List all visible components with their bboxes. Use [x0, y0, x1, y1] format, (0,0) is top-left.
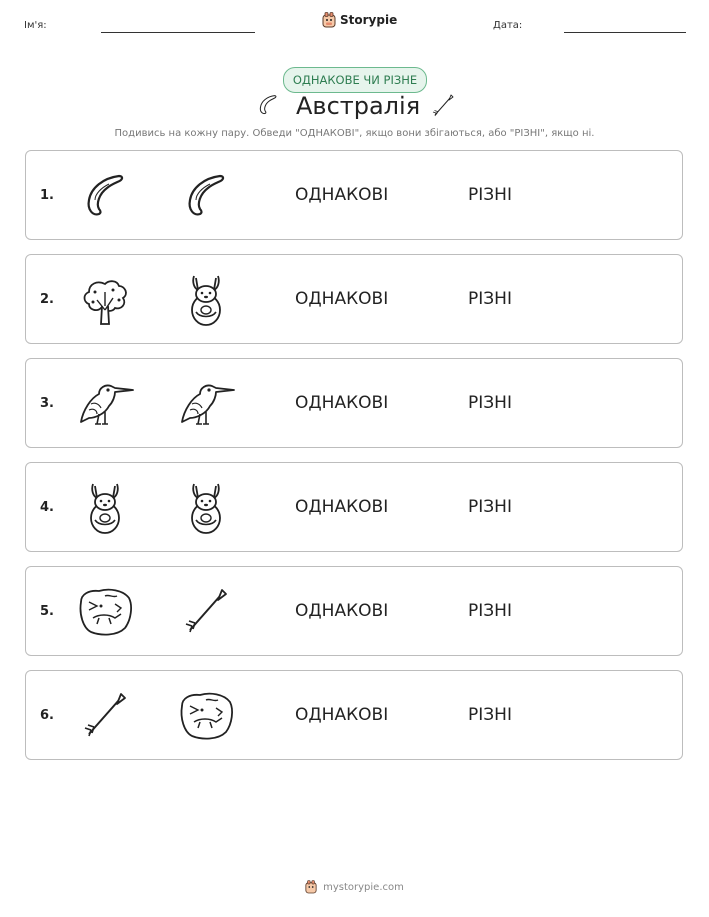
instructions: Подивись на кожну пару. Обведи "ОДНАКОВІ", якщо вони збігаються, або "РІЗНІ", якщо ні.	[114, 128, 595, 139]
spear-icon	[176, 582, 236, 642]
row-number: 5.	[40, 604, 54, 619]
kangaroo-icon	[75, 478, 135, 538]
row-number: 6.	[40, 708, 54, 723]
rock-art-icon	[75, 582, 135, 642]
kangaroo-icon	[176, 478, 236, 538]
page-title: Австралія	[296, 92, 421, 120]
brand-name: Storypie	[340, 13, 398, 27]
option-same[interactable]: ОДНАКОВІ	[295, 497, 389, 517]
option-same[interactable]: ОДНАКОВІ	[295, 289, 389, 309]
boomerang-icon	[75, 166, 135, 226]
exercise-row	[25, 358, 683, 448]
title-badge: ОДНАКОВЕ ЧИ РІЗНЕ	[283, 67, 427, 93]
option-same[interactable]: ОДНАКОВІ	[295, 185, 389, 205]
kangaroo-icon	[176, 270, 236, 330]
row-number: 2.	[40, 292, 54, 307]
row-number: 1.	[40, 188, 54, 203]
tree-icon	[75, 270, 135, 330]
option-same[interactable]: ОДНАКОВІ	[295, 393, 389, 413]
option-different[interactable]: РІЗНІ	[468, 497, 512, 517]
exercise-row	[25, 254, 683, 344]
exercise-row	[25, 150, 683, 240]
rock-art-icon	[176, 686, 236, 746]
storypie-mascot-icon	[322, 12, 336, 28]
title-row	[250, 88, 460, 128]
kookaburra-icon	[75, 374, 135, 434]
storypie-mascot-icon	[305, 880, 317, 894]
brand-logo	[322, 12, 397, 28]
exercise-row	[25, 566, 683, 656]
exercise-row	[25, 462, 683, 552]
exercise-row	[25, 670, 683, 760]
option-different[interactable]: РІЗНІ	[468, 705, 512, 725]
date-label: Дата:	[493, 20, 523, 31]
boomerang-icon	[254, 90, 282, 120]
option-same[interactable]: ОДНАКОВІ	[295, 601, 389, 621]
row-number: 4.	[40, 500, 54, 515]
option-different[interactable]: РІЗНІ	[468, 185, 512, 205]
spear-icon	[75, 686, 135, 746]
boomerang-icon	[176, 166, 236, 226]
footer	[0, 880, 709, 894]
name-field[interactable]	[101, 32, 255, 33]
option-different[interactable]: РІЗНІ	[468, 601, 512, 621]
row-number: 3.	[40, 396, 54, 411]
kookaburra-icon	[176, 374, 236, 434]
name-label: Ім'я:	[24, 20, 47, 31]
date-field[interactable]	[564, 32, 686, 33]
option-different[interactable]: РІЗНІ	[468, 289, 512, 309]
option-different[interactable]: РІЗНІ	[468, 393, 512, 413]
footer-site: mystorypie.com	[323, 881, 404, 893]
spear-icon	[428, 90, 458, 122]
option-same[interactable]: ОДНАКОВІ	[295, 705, 389, 725]
